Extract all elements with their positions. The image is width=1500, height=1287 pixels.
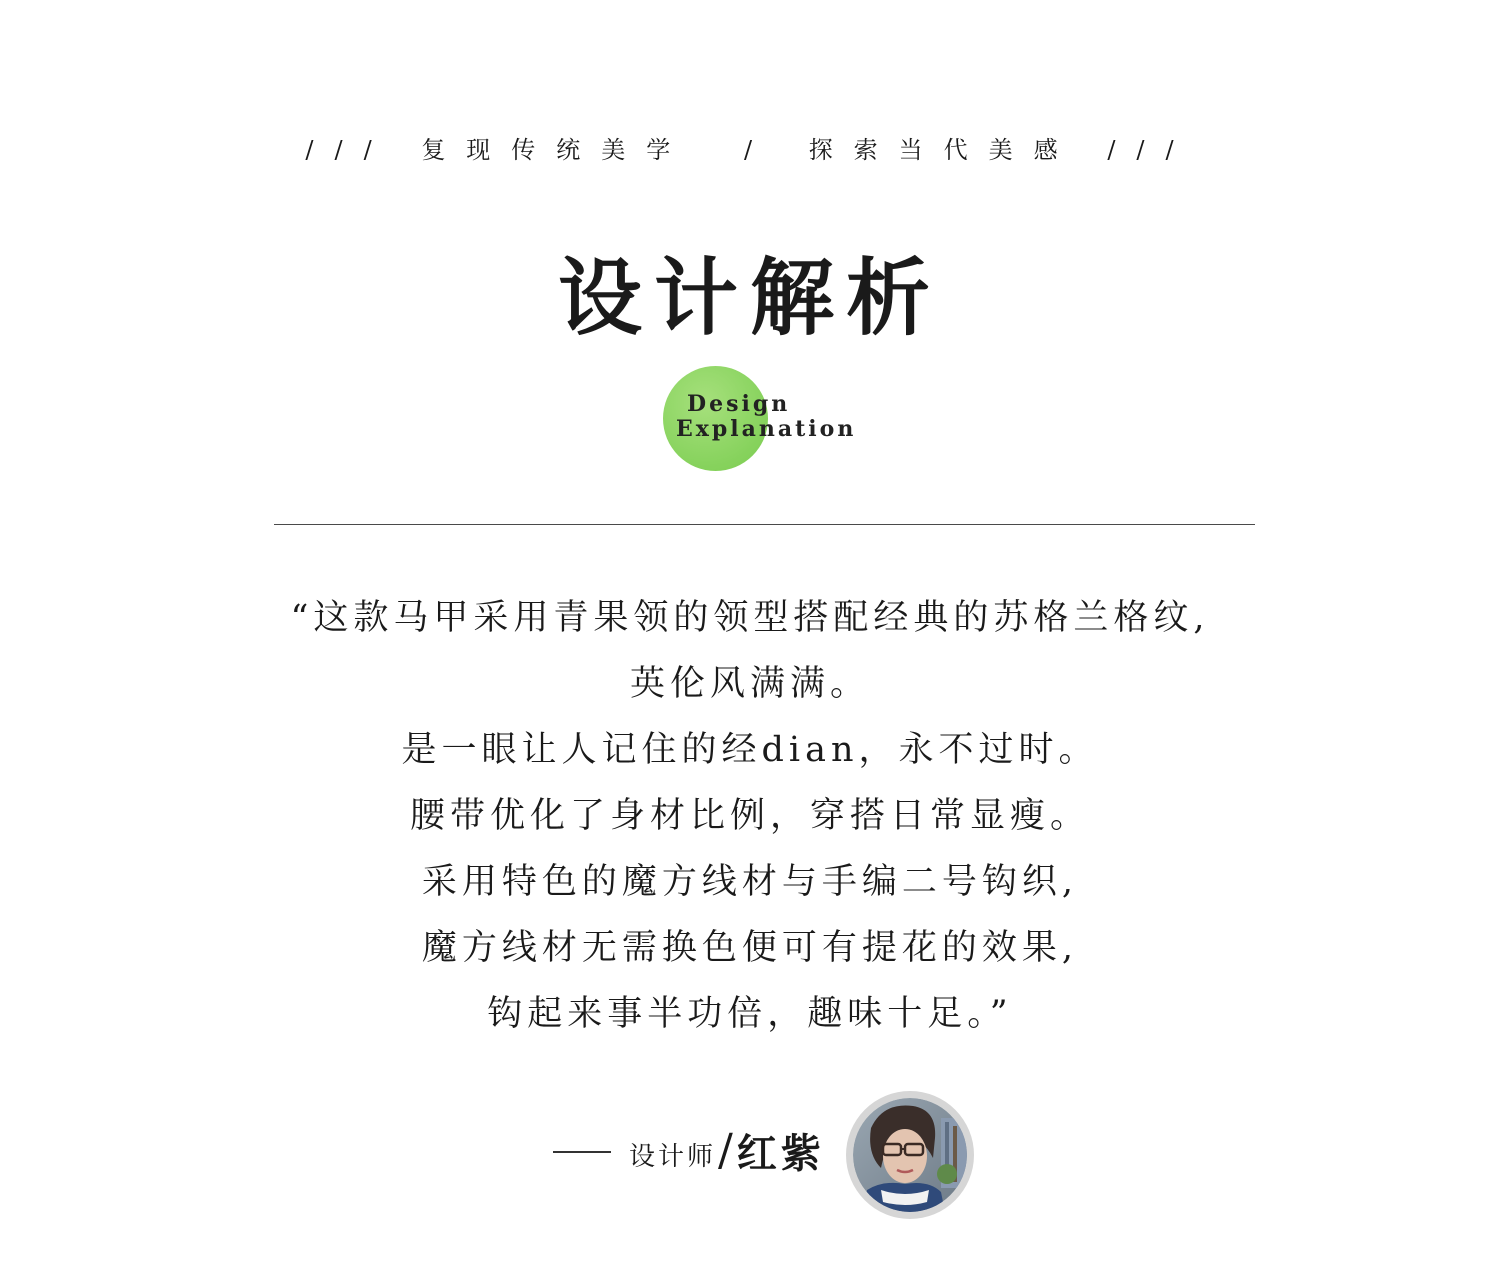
tagline-part-1: 复现传统美学 — [421, 136, 692, 164]
designer-name: 红紫 — [736, 1129, 825, 1177]
divider-line — [274, 524, 1255, 525]
tagline-part-2: 探索当代美感 — [808, 136, 1079, 164]
english-subtitle — [676, 392, 856, 442]
subtitle-line-1: Design — [687, 391, 791, 417]
tagline — [0, 130, 1500, 165]
designer-signature — [553, 1120, 825, 1180]
quote-block — [0, 585, 1500, 1047]
subtitle-line-2: Explanation — [676, 416, 857, 442]
quote-line: 英伦风满满。 — [629, 664, 870, 704]
page-title: 设计解析 — [557, 248, 942, 347]
designer-slash: / — [718, 1124, 733, 1176]
designer-role: 设计师 — [629, 1141, 717, 1172]
tagline-left-slashes: /// — [305, 136, 393, 164]
quote-line: 采用特色的魔方线材与手编二号钩织, — [421, 862, 1079, 902]
quote-line: 魔方线材无需换色便可有提花的效果, — [421, 928, 1079, 968]
signature-dash — [553, 1151, 611, 1153]
tagline-separator: / — [743, 136, 757, 164]
quote-line: “这款马甲采用青果领的领型搭配经典的苏格兰格纹, — [290, 598, 1210, 638]
quote-line: 钩起来事半功倍，趣味十足。” — [487, 994, 1013, 1034]
quote-line: 腰带优化了身材比例，穿搭日常显瘦。 — [409, 796, 1090, 836]
avatar-portrait-icon — [853, 1098, 967, 1212]
quote-line: 是一眼让人记住的经dian，永不过时。 — [401, 730, 1099, 770]
tagline-right-slashes: /// — [1107, 136, 1195, 164]
avatar — [846, 1091, 974, 1219]
